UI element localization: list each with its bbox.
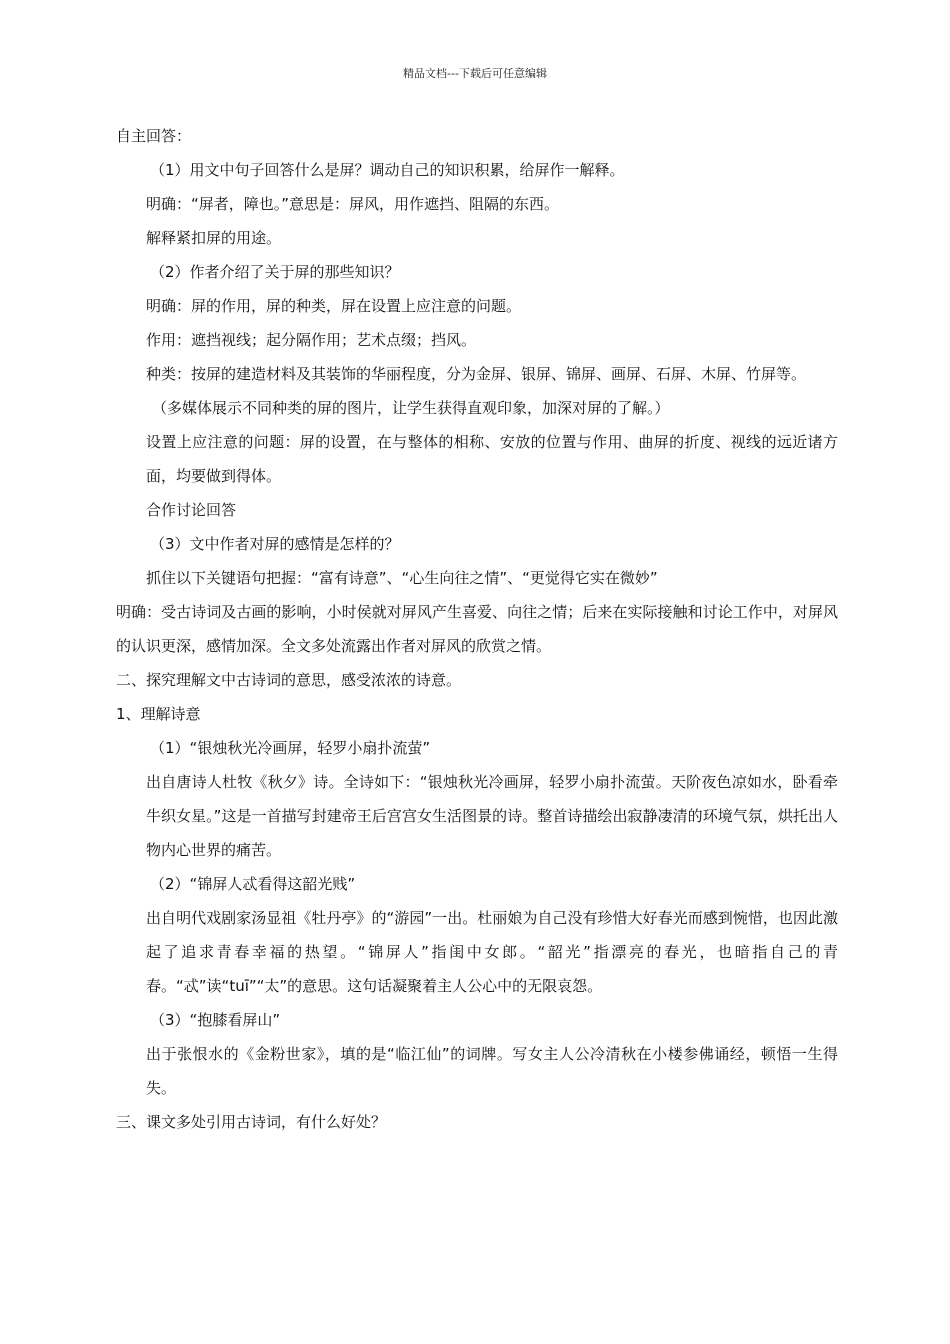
paragraph-self-answer: 自主回答：	[116, 127, 192, 145]
answer-2: 明确：屏的作用，屏的种类，屏在设置上应注意的问题。	[146, 297, 522, 315]
multimedia-note: （多媒体展示不同种类的屏的图片，让学生获得直观印象，加深对屏的了解。）	[152, 399, 670, 417]
section-3-heading: 三、课文多处引用古诗词，有什么好处？	[116, 1113, 387, 1131]
key-phrases: 抓住以下关键语句把握：“富有诗意”、“心生向往之情”、“更觉得它实在微妙”	[146, 569, 658, 587]
question-2: （2）作者介绍了关于屏的那些知识？	[150, 263, 400, 281]
answer-1: 明确：“屏者，障也。”意思是：屏风，用作遮挡、阻隔的东西。	[146, 195, 560, 213]
document-body	[116, 119, 838, 1139]
poem-2-explanation: 出自明代戏剧家汤显祖《牡丹亭》的“游园”一出。杜丽娘为自己没有珍惜大好春光而感到惋惜，也因此激起了追求青春幸福的热望。“锦屏人”指闺中女郎。“韶光”指漂亮的春光，也暗指自己的青春。“忒”读“tuī”“太”的意思。这句话凝聚着主人公心中的无限哀怨。	[146, 909, 838, 995]
section-2-heading: 二、探究理解文中古诗词的意思，感受浓浓的诗意。	[116, 671, 462, 689]
poem-3-title: （3）“抱膝看屏山”	[150, 1011, 281, 1029]
types-paragraph: 种类：按屏的建造材料及其装饰的华丽程度，分为金屏、银屏、锦屏、画屏、石屏、木屏、竹屏等。	[146, 365, 807, 383]
poem-1-explanation: 出自唐诗人杜牧《秋夕》诗。全诗如下：“银烛秋光冷画屏，轻罗小扇扑流萤。天阶夜色凉如水，卧看牵牛织女星。”这是一首描写封建帝王后宫宫女生活图景的诗。整首诗描绘出寂静凄清的环境气氛，烘托出人物内心世界的痛苦。	[146, 773, 838, 859]
question-3: （3）文中作者对屏的感情是怎样的？	[150, 535, 400, 553]
discussion-heading: 合作讨论回答	[146, 501, 237, 519]
page-header: 精品文档---下载后可任意编辑	[403, 67, 547, 80]
poem-1-title: （1）“银烛秋光冷画屏，轻罗小扇扑流萤”	[150, 739, 431, 757]
explanation-1: 解释紧扣屏的用途。	[146, 229, 282, 247]
subsection-1-heading: 1、理解诗意	[116, 705, 201, 723]
poem-2-title: （2）“锦屏人忒看得这韶光贱”	[150, 875, 356, 893]
question-1: （1）用文中句子回答什么是屏？调动自己的知识积累，给屏作一解释。	[150, 161, 625, 179]
answer-3: 明确：受古诗词及古画的影响，小时侯就对屏风产生喜爱、向往之情；后来在实际接触和讨论工作中，对屏风的认识更深，感情加深。全文多处流露出作者对屏风的欣赏之情。	[116, 603, 838, 655]
function-line: 作用：遮挡视线；起分隔作用；艺术点缀；挡风。	[146, 331, 477, 349]
setting-paragraph: 设置上应注意的问题：屏的设置，在与整体的相称、安放的位置与作用、曲屏的折度、视线的远近诸方面，均要做到得体。	[146, 433, 838, 485]
poem-3-explanation: 出于张恨水的《金粉世家》，填的是“临江仙”的词牌。写女主人公冷清秋在小楼参佛诵经，顿悟一生得失。	[146, 1045, 838, 1097]
